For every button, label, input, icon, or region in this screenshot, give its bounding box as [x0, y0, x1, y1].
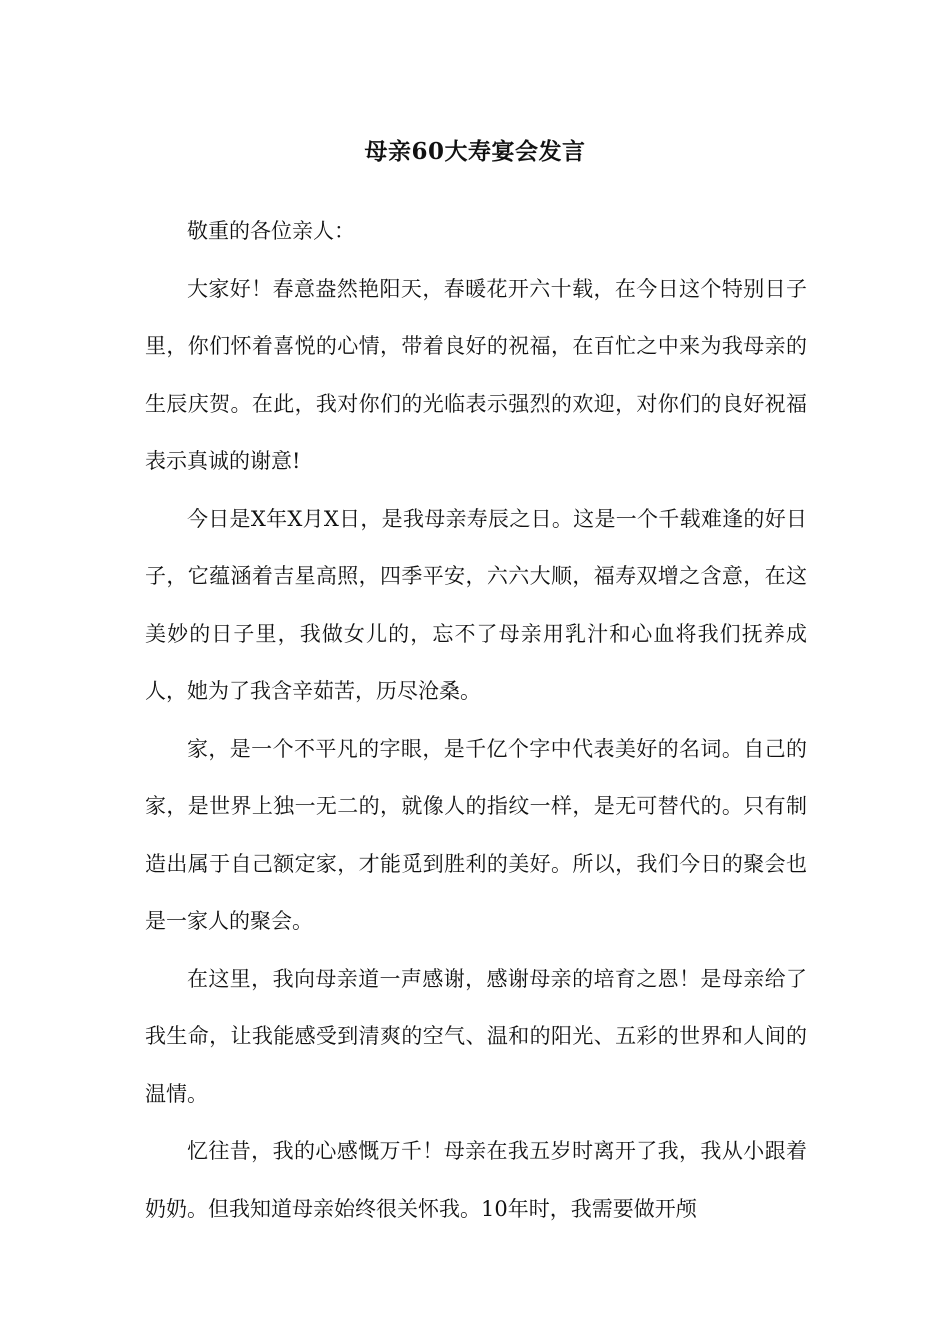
salutation-paragraph: 敬重的各位亲人：: [187, 219, 355, 243]
body-paragraph: 家，是一个不平凡的字眼，是千亿个字中代表美好的名词。自己的家，是世界上独一无二的，就像人的指纹一样，是无可替代的。只有制造出属于自己额定家，才能觅到胜利的美好。所以，我们今日的聚会也是一家人的聚会。: [145, 736, 807, 933]
body-paragraph: 在这里，我向母亲道一声感谢，感谢母亲的培育之恩！是母亲给了我生命，让我能感受到清爽的空气、温和的阳光、五彩的世界和人间的温情。: [145, 966, 807, 1106]
body-paragraph: 忆往昔，我的心感慨万千！母亲在我五岁时离开了我，我从小跟着奶奶。但我知道母亲始终很关怀我。10年时，我需要做开颅: [145, 1139, 807, 1221]
document-title: 母亲60大寿宴会发言: [364, 138, 586, 165]
body-paragraph: 今日是X年X月X日，是我母亲寿辰之日。这是一个千载难逢的好日子，它蕴涵着吉星高照，四季平安，六六大顺，福寿双增之含意，在这美妙的日子里，我做女儿的，忘不了母亲用乳汁和心血将我们抚养成人，她为了我含辛茹苦，历尽沧桑。: [145, 506, 807, 703]
body-paragraph: 大家好！春意盎然艳阳天，春暖花开六十载，在今日这个特别日子里，你们怀着喜悦的心情，带着良好的祝福，在百忙之中来为我母亲的生辰庆贺。在此，我对你们的光临表示强烈的欢迎，对你们的良好祝福表示真诚的谢意!: [145, 276, 807, 473]
document-body: [145, 203, 807, 1238]
